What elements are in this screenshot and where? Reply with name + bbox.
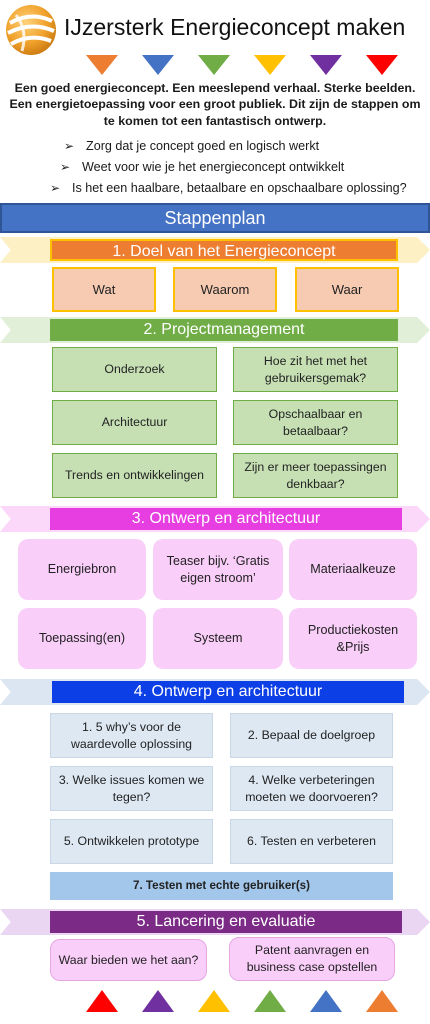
step3-box-productiekosten: Productiekosten &Prijs	[289, 608, 417, 669]
triangle-red	[86, 990, 118, 1012]
triangle-purple	[142, 990, 174, 1012]
triangle-red	[366, 55, 398, 75]
step1-title: 1. Doel van het Energieconcept	[50, 239, 398, 261]
plan-title-bar: Stappenplan	[0, 203, 430, 233]
step5-box-waar-bieden: Waar bieden we het aan?	[50, 939, 207, 981]
bullet-list	[50, 136, 407, 199]
step4-box-5whys: 1. 5 why’s voor de waardevolle oplossing	[50, 713, 213, 758]
page-title: IJzersterk Energieconcept maken	[64, 14, 406, 40]
step2-box-trends: Trends en ontwikkelingen	[52, 453, 217, 498]
step3-box-teaser: Teaser bijv. ‘Gratis eigen stroom’	[153, 539, 283, 600]
triangle-purple	[310, 55, 342, 75]
triangle-blue	[142, 55, 174, 75]
step4-box-verbeteringen: 4. Welke verbeteringen moeten we doorvoeren?	[230, 766, 393, 811]
step3-box-materiaalkeuze: Materiaalkeuze	[289, 539, 417, 600]
step1-box-waar: Waar	[295, 267, 399, 312]
intro-text: Een goed energieconcept. Een meeslepend verhaal. Sterke beelden. Een energietoepassing voor een groot publiek. Dit zijn de stappen om te komen tot een fantastisch ontwerp.	[9, 81, 421, 128]
step2-box-opschaalbaar: Opschaalbaar en betaalbaar?	[233, 400, 398, 445]
step5-box-patent: Patent aanvragen en business case opstellen	[229, 937, 395, 981]
globe-logo-icon	[4, 3, 58, 57]
triangle-green	[198, 55, 230, 75]
step2-box-gebruikersgemak: Hoe zit het met het gebruikersgemak?	[233, 347, 398, 392]
bullet-item: ➢ Zorg dat je concept goed en logisch werkt	[64, 136, 407, 157]
step1-box-wat: Wat	[52, 267, 156, 312]
step4-box-doelgroep: 2. Bepaal de doelgroep	[230, 713, 393, 758]
bullet-item: ➢ Is het een haalbare, betaalbare en opschaalbare oplossing?	[50, 178, 407, 199]
triangle-blue	[310, 990, 342, 1012]
triangle-orange	[366, 990, 398, 1012]
step2-box-onderzoek: Onderzoek	[52, 347, 217, 392]
step4-box-prototype: 5. Ontwikkelen prototype	[50, 819, 213, 864]
triangle-orange	[86, 55, 118, 75]
step4-box-issues: 3. Welke issues komen we tegen?	[50, 766, 213, 811]
step2-box-architectuur: Architectuur	[52, 400, 217, 445]
step3-box-systeem: Systeem	[153, 608, 283, 669]
step2-title: 2. Projectmanagement	[50, 319, 398, 341]
step5-title: 5. Lancering en evaluatie	[50, 911, 402, 933]
step4-box-testen: 6. Testen en verbeteren	[230, 819, 393, 864]
step3-box-toepassing: Toepassing(en)	[18, 608, 146, 669]
triangle-yellow	[254, 55, 286, 75]
triangle-green	[254, 990, 286, 1012]
step2-box-toepassingen: Zijn er meer toepassingen denkbaar?	[233, 453, 398, 498]
top-triangle-row	[86, 55, 398, 75]
step4-box-echte-gebruikers: 7. Testen met echte gebruiker(s)	[50, 872, 393, 900]
step4-title: 4. Ontwerp en architectuur	[52, 681, 404, 703]
step3-box-energiebron: Energiebron	[18, 539, 146, 600]
bottom-triangle-row	[86, 990, 398, 1012]
triangle-yellow	[198, 990, 230, 1012]
step3-title: 3. Ontwerp en architectuur	[50, 508, 402, 530]
step1-box-waarom: Waarom	[173, 267, 277, 312]
bullet-item: ➢ Weet voor wie je het energieconcept ontwikkelt	[60, 157, 407, 178]
